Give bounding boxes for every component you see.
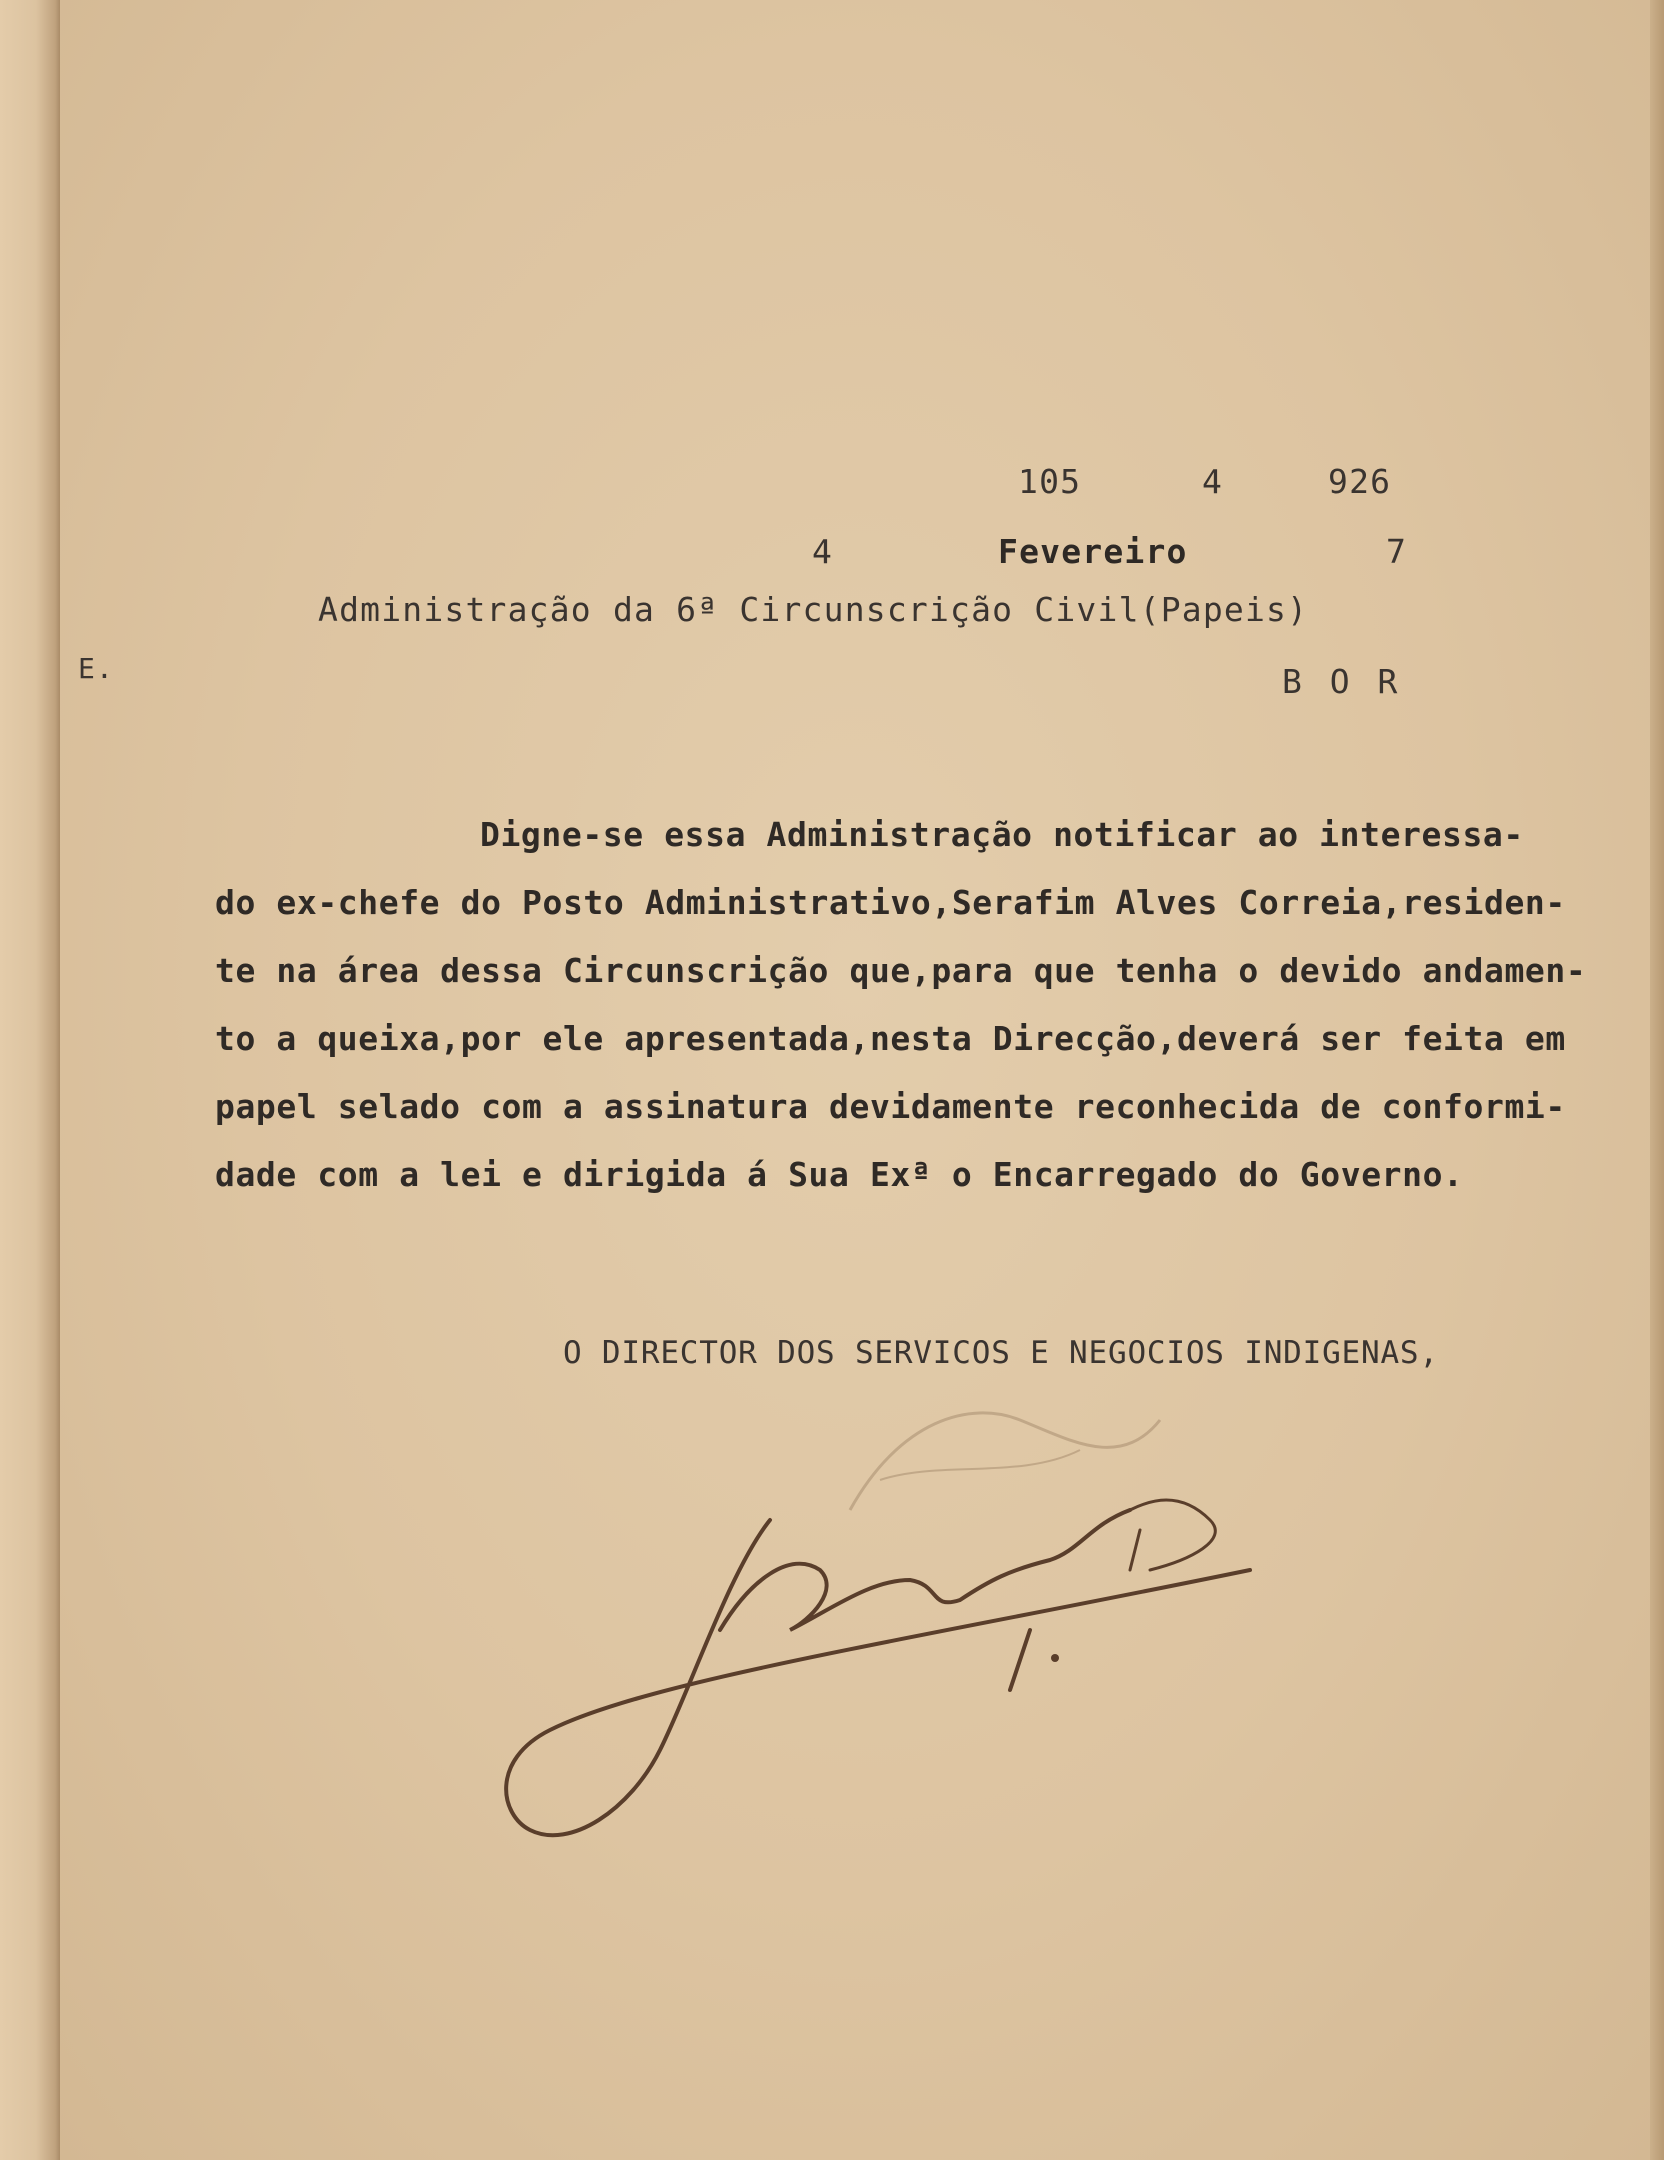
document-year-code: 926	[1328, 462, 1392, 501]
document-number: 105	[1018, 462, 1082, 501]
body-line: Digne-se essa Administração notificar ao interessa-	[480, 815, 1524, 854]
body-paragraph	[215, 815, 1587, 1223]
body-line: dade com a lei e dirigida á Sua Exª o Encarregado do Governo.	[215, 1155, 1464, 1194]
handwritten-signature	[490, 1430, 1270, 1870]
date-month: Fevereiro	[998, 532, 1188, 571]
recipient-line: Administração da 6ª Circunscrição Civil(Papeis)	[318, 590, 1309, 629]
body-line: do ex-chefe do Posto Administrativo,Serafim Alves Correia,residen-	[215, 883, 1566, 922]
margin-mark: E.	[78, 652, 115, 685]
date-day: 4	[812, 532, 834, 571]
reference-code: B O R	[1282, 662, 1402, 701]
body-line: papel selado com a assinatura devidamente reconhecida de conformi-	[215, 1087, 1566, 1126]
page-edge	[1650, 0, 1664, 2160]
body-line: te na área dessa Circunscrição que,para que tenha o devido andamen-	[215, 951, 1587, 990]
document-series: 4	[1202, 462, 1224, 501]
binding-strip	[0, 0, 60, 2160]
body-line: to a queixa,por ele apresentada,nesta Direcção,deverá ser feita em	[215, 1019, 1566, 1058]
date-year-suffix: 7	[1386, 532, 1408, 571]
closing-title: O DIRECTOR DOS SERVICOS E NEGOCIOS INDIGENAS,	[563, 1335, 1439, 1371]
